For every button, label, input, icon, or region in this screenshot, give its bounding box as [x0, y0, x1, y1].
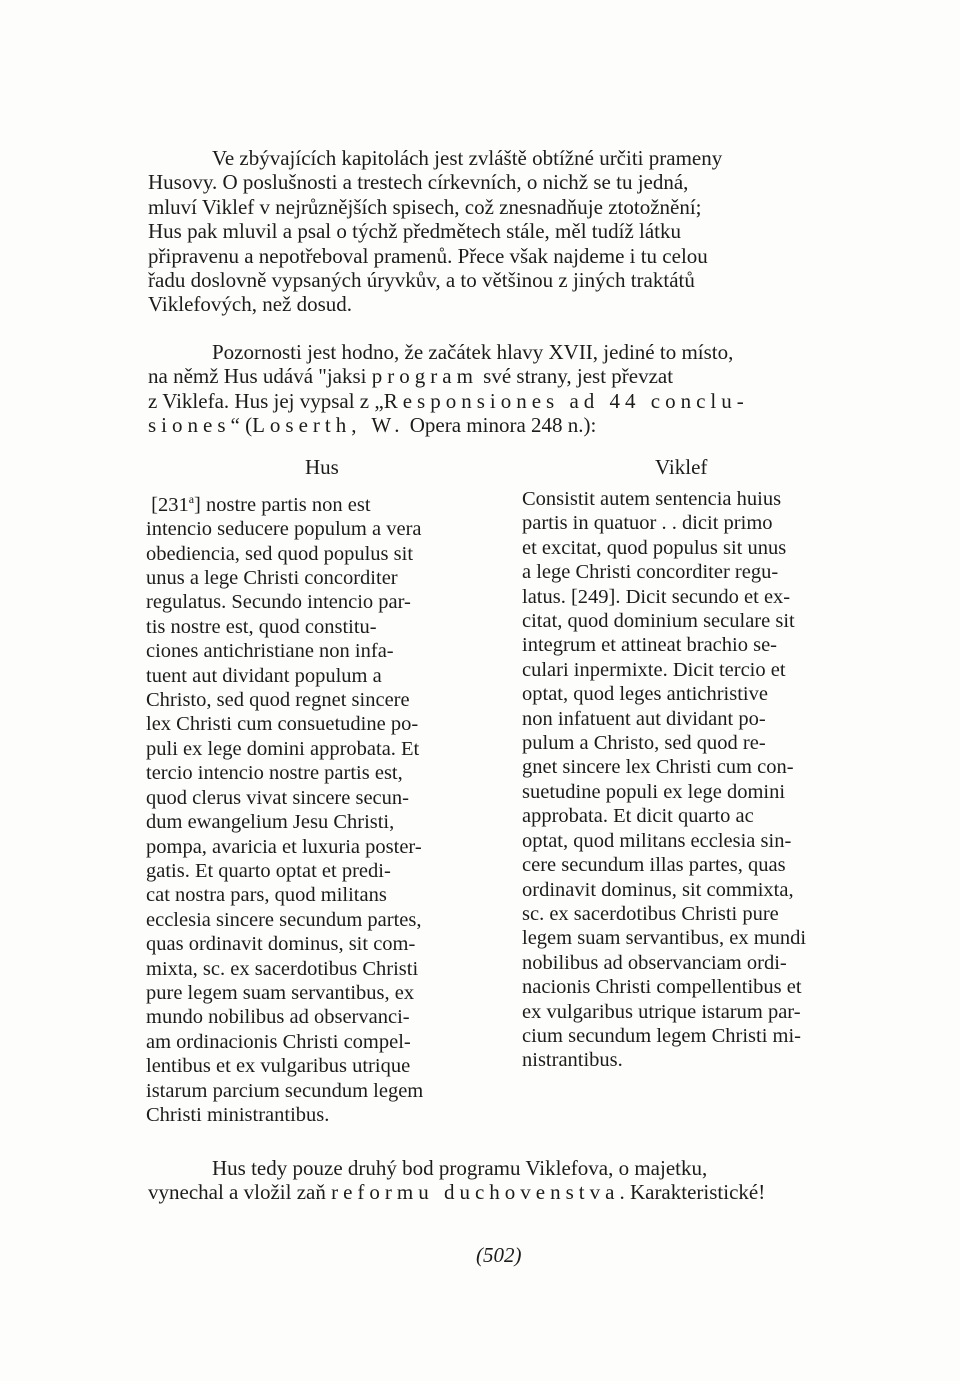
text-line: [148, 413, 878, 437]
text-line: ciones antichristiane non infa-: [146, 640, 394, 663]
text-line: ex vulgaribus utrique istarum par-: [522, 1000, 801, 1023]
text-line: nobilibus ad observanciam ordi-: [522, 951, 787, 974]
text-line: Hus tedy pouze druhý bod programu Viklefova, o majetku,: [212, 1156, 708, 1180]
column-heading-viklef: Viklef: [655, 455, 708, 479]
text-segment: Opera minora 248 n.):: [404, 413, 597, 438]
text-segment: . Karakteristické!: [619, 1180, 766, 1205]
text-line: sc. ex sacerdotibus Christi pure: [522, 902, 779, 925]
text-line: mluví Viklef v nejrůznějších spisech, což znesnadňuje ztotožnění;: [148, 194, 702, 219]
text-line: integrum et attineat brachio se-: [522, 634, 778, 657]
text-line: [148, 389, 878, 413]
text-line: partis in quatuor . . dicit primo: [522, 512, 773, 535]
text-line: řadu doslovně vypsaných úryvkův, a to většinou z jiných traktátů: [148, 268, 695, 293]
text-line: ecclesia sincere secundum partes,: [146, 908, 422, 931]
spaced-text: siones: [148, 413, 231, 438]
text-line: Consistit autem sentencia huius: [522, 488, 782, 510]
text-line: nacionis Christi compellentibus et: [522, 976, 802, 999]
text-line: tis nostre est, quod constitu-: [146, 615, 377, 638]
text-line: připravenu a nepotřeboval pramenů. Přece však najdeme i tu celou: [148, 243, 708, 268]
text-line: regulatus. Secundo intencio par-: [146, 591, 411, 614]
text-line: suetudine populi ex lege domini: [522, 780, 786, 803]
text-line: unus a lege Christi concorditer: [146, 567, 398, 590]
text-line: lex Christi cum consuetudine po-: [146, 713, 419, 736]
text-line: cat nostra pars, quod militans: [146, 884, 387, 907]
text-line: Hus pak mluvil a psal o týchž předmětech stále, měl tudíž látku: [148, 219, 682, 244]
text-line: Viklefových, než dosud.: [148, 292, 353, 317]
page-marker-sup: a: [188, 492, 195, 506]
text-line: legem suam servantibus, ex mundi: [522, 927, 807, 950]
text-line: citat, quod dominium seculare sit: [522, 610, 795, 633]
text-line: [148, 364, 878, 388]
paragraph-intro: [148, 146, 878, 317]
text-segment: z Viklefa. Hus jej vypsal z „: [148, 388, 384, 413]
text-line: gnet sincere lex Christi cum con-: [522, 756, 794, 779]
text-line: mixta, sc. ex sacerdotibus Christi: [146, 957, 419, 980]
text-line: cium secundum legem Christi mi-: [522, 1024, 801, 1047]
paragraph-conclusion: [148, 1156, 878, 1205]
text-segment: nostre partis non est: [200, 493, 371, 516]
text-line: [148, 1180, 878, 1204]
text-line: mundo nobilibus ad observanci-: [146, 1006, 410, 1029]
text-line: latus. [249]. Dicit secundo et ex-: [522, 585, 791, 608]
text-line: dum ewangelium Jesu Christi,: [146, 811, 395, 834]
text-segment: vynechal a vložil zaň: [148, 1180, 332, 1205]
spaced-text: reformu duchovenstva: [331, 1180, 620, 1205]
spaced-text: Responsiones ad 44 conclu-: [383, 388, 749, 413]
text-line: optat, quod militans ecclesia sin-: [522, 829, 792, 852]
text-line: quod clerus vivat sincere secun-: [146, 786, 409, 809]
column-viklef: [522, 487, 882, 1073]
text-line: pompa, avaricia et luxuria poster-: [146, 835, 422, 858]
text-line: intencio seducere populum a vera: [146, 518, 422, 541]
page-number: (502): [476, 1243, 522, 1267]
text-line: optat, quod leges antichristive: [522, 683, 768, 706]
column-heading-hus: Hus: [305, 455, 339, 479]
text-line: tercio intencio nostre partis est,: [146, 762, 403, 785]
text-line: puli ex lege domini approbata. Et: [146, 737, 420, 760]
text-line: Husovy. O poslušnosti a trestech církevních, o nichž se tu jedná,: [148, 170, 689, 195]
text-line: tuent aut dividant populum a: [146, 664, 382, 687]
text-line: nistrantibus.: [522, 1049, 623, 1072]
text-line: quas ordinavit dominus, sit com-: [146, 933, 416, 956]
text-line: istarum parcium secundum legem: [146, 1079, 424, 1102]
text-line: gatis. Et quarto optat et predi-: [146, 859, 391, 882]
text-segment: “ (: [230, 413, 253, 438]
page-marker: [231: [151, 493, 189, 516]
text-line: Pozornosti jest hodno, že začátek hlavy XVII, jediné to místo,: [212, 340, 734, 364]
spaced-text: program: [371, 364, 478, 389]
text-line: lentibus et ex vulgaribus utrique: [146, 1055, 411, 1078]
text-line: culari inpermixte. Dicit tercio et: [522, 658, 786, 681]
text-line: Christi ministrantibus.: [146, 1103, 330, 1126]
text-line: et excitat, quod populus sit unus: [522, 536, 787, 559]
paragraph-program: [148, 340, 878, 438]
page-marker-end: ]: [194, 493, 201, 516]
text-line: am ordinacionis Christi compel-: [146, 1030, 411, 1053]
column-hus: [146, 487, 501, 1127]
spaced-text: Loserth, W.: [252, 413, 405, 438]
text-line: pure legem suam servantibus, ex: [146, 981, 415, 1004]
text-line: [146, 487, 501, 517]
text-line: approbata. Et dicit quarto ac: [522, 805, 754, 828]
text-segment: na němž Hus udává "jaksi: [148, 364, 372, 389]
text-line: non infatuent aut dividant po-: [522, 707, 766, 730]
text-line: a lege Christi concorditer regu-: [522, 561, 779, 584]
text-line: Christo, sed quod regnet sincere: [146, 689, 410, 712]
text-line: Ve zbývajících kapitolách jest zvláště obtížné určiti prameny: [212, 146, 723, 170]
text-line: ordinavit dominus, sit commixta,: [522, 878, 794, 901]
text-segment: své strany, jest převzat: [477, 364, 674, 389]
text-line: pulum a Christo, sed quod re-: [522, 732, 766, 755]
text-line: obediencia, sed quod populus sit: [146, 542, 414, 565]
text-line: cere secundum illas partes, quas: [522, 854, 786, 877]
